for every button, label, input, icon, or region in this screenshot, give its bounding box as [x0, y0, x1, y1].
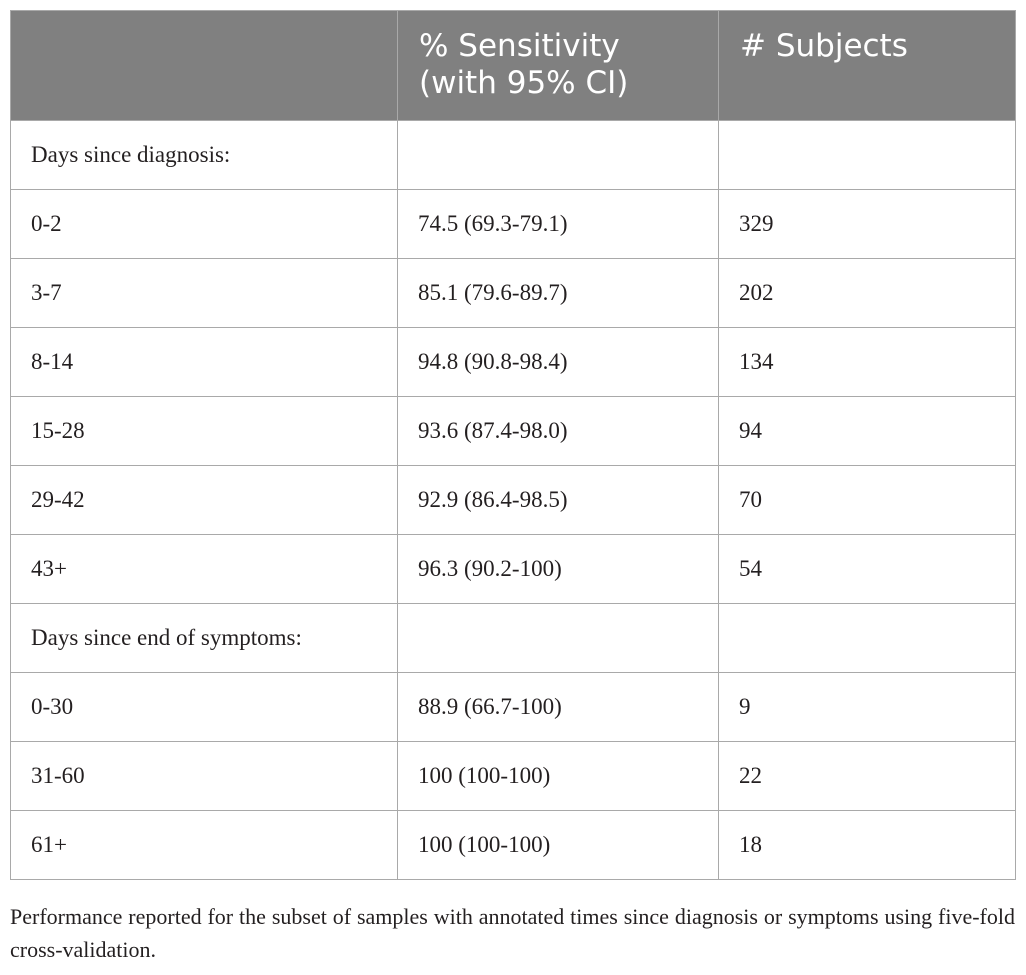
header-cell-sensitivity: % Sensitivity (with 95% CI) [398, 11, 719, 121]
section-row-diagnosis [11, 121, 1016, 190]
subjects-cell [719, 604, 1016, 673]
row-label: 0-30 [11, 673, 398, 742]
header-cell-subjects: # Subjects [719, 11, 1016, 121]
sensitivity-cell: 74.5 (69.3-79.1) [398, 190, 719, 259]
sensitivity-cell: 93.6 (87.4-98.0) [398, 397, 719, 466]
subjects-cell: 9 [719, 673, 1016, 742]
table-row [11, 328, 1016, 397]
sensitivity-table-container [10, 10, 1015, 880]
sensitivity-cell [398, 604, 719, 673]
row-label: 15-28 [11, 397, 398, 466]
subjects-cell: 54 [719, 535, 1016, 604]
sensitivity-cell: 85.1 (79.6-89.7) [398, 259, 719, 328]
sensitivity-table [10, 10, 1016, 880]
table-row [11, 466, 1016, 535]
sensitivity-cell: 94.8 (90.8-98.4) [398, 328, 719, 397]
sensitivity-cell: 88.9 (66.7-100) [398, 673, 719, 742]
subjects-cell [719, 121, 1016, 190]
subjects-cell: 18 [719, 811, 1016, 880]
table-row [11, 673, 1016, 742]
table-row [11, 190, 1016, 259]
row-label: 31-60 [11, 742, 398, 811]
table-row [11, 535, 1016, 604]
row-label: Days since end of symptoms: [11, 604, 398, 673]
row-label: 8-14 [11, 328, 398, 397]
subjects-cell: 94 [719, 397, 1016, 466]
subjects-cell: 22 [719, 742, 1016, 811]
table-row [11, 259, 1016, 328]
subjects-cell: 70 [719, 466, 1016, 535]
row-label: 29-42 [11, 466, 398, 535]
subjects-cell: 134 [719, 328, 1016, 397]
table-caption: Performance reported for the subset of samples with annotated times since diagnosis or symptoms using five-fold cross-validation. [10, 904, 1015, 962]
row-label: Days since diagnosis: [11, 121, 398, 190]
section-row-symptoms [11, 604, 1016, 673]
sensitivity-cell: 92.9 (86.4-98.5) [398, 466, 719, 535]
table-row [11, 811, 1016, 880]
table-row [11, 397, 1016, 466]
row-label: 0-2 [11, 190, 398, 259]
sensitivity-cell: 100 (100-100) [398, 742, 719, 811]
sensitivity-cell: 96.3 (90.2-100) [398, 535, 719, 604]
subjects-cell: 329 [719, 190, 1016, 259]
row-label: 61+ [11, 811, 398, 880]
table-row [11, 742, 1016, 811]
sensitivity-cell: 100 (100-100) [398, 811, 719, 880]
subjects-cell: 202 [719, 259, 1016, 328]
header-row [11, 11, 1016, 121]
row-label: 3-7 [11, 259, 398, 328]
sensitivity-cell [398, 121, 719, 190]
row-label: 43+ [11, 535, 398, 604]
header-cell-blank [11, 11, 398, 121]
